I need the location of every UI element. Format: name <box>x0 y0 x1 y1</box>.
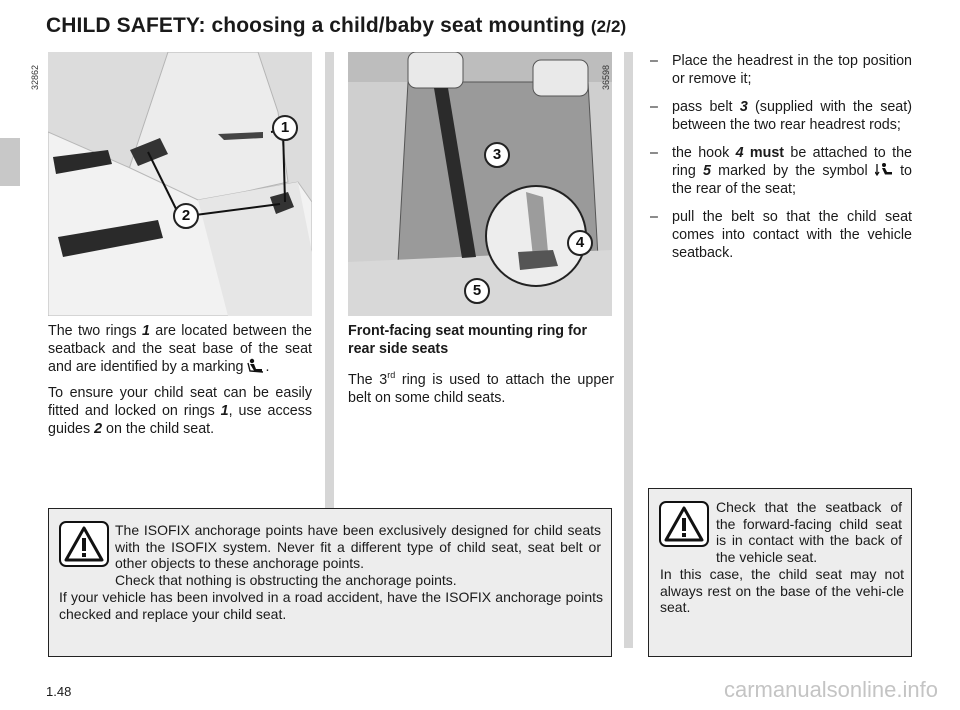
figure-code-middle: 36598 <box>601 64 611 90</box>
column-divider-right <box>624 52 633 648</box>
seatback-illustration <box>348 52 612 316</box>
page-title-part: (2/2) <box>590 17 627 36</box>
chapter-tab <box>0 138 20 186</box>
page-number: 1.48 <box>46 684 72 699</box>
warning-isofix-indented: The ISOFIX anchorage points have been exclusively designed for child seats with the ISOFIX system. Never fit a different type of child seat, seat belt or other objects to these anchorage points. Check that nothing is obstructing the anchorage points. <box>115 522 601 588</box>
page-title: CHILD SAFETY: choosing a child/baby seat mounting (2/2) <box>46 14 627 37</box>
warning-isofix-full: If your vehicle has been involved in a road accident, have the ISOFIX anchorage points checked and replace your child seat. <box>59 589 603 622</box>
step-pull-belt: – pull the belt so that the child seat comes into contact with the vehicle seatback. <box>648 208 912 262</box>
warning-seatback-full: In this case, the child seat may not always rest on the base of the vehi-cle seat. <box>660 566 904 615</box>
seat-illustration <box>48 52 312 316</box>
left-column-text <box>48 322 312 446</box>
access-guides-paragraph: To ensure your child seat can be easily fitted and locked on rings 1, use access guides 2 on the child seat. <box>48 385 312 437</box>
step-hook: – the hook 4 must be attached to the ring 5 marked by the symbol to the rear of the seat; <box>648 144 912 198</box>
figure-isofix-rings <box>48 52 312 316</box>
callout-1: 1 <box>272 115 298 141</box>
isofix-child-seat-icon <box>247 358 265 374</box>
step-headrest: – Place the headrest in the top position or remove it; <box>648 52 912 88</box>
step-pass-belt: – pass belt 3 (supplied with the seat) between the two rear headrest rods; <box>648 98 912 134</box>
middle-column-text <box>348 322 614 415</box>
warning-triangle-icon <box>59 521 109 567</box>
right-column-steps <box>648 52 912 272</box>
figure-code-left: 32862 <box>30 64 40 90</box>
warning-triangle-icon-right <box>659 501 709 547</box>
callout-5: 5 <box>464 278 490 304</box>
middle-heading: Front-facing seat mounting ring for rear side seats <box>348 323 588 357</box>
third-ring-paragraph: The 3rd ring is used to attach the upper belt on some child seats. <box>348 370 614 406</box>
callout-4: 4 <box>567 230 593 256</box>
top-tether-symbol-icon <box>875 162 893 178</box>
warning-box-seatback <box>648 488 912 657</box>
callout-2: 2 <box>173 203 199 229</box>
column-divider-left <box>325 52 334 510</box>
warning-box-isofix <box>48 508 612 657</box>
rings-paragraph: The two rings 1 are located between the seatback and the seat base of the seat and are identified by a marking . <box>48 323 312 375</box>
warning-seatback-indented: Check that the seatback of the forward-facing child seat is in contact with the back of the vehicle seat. <box>716 499 902 565</box>
watermark: carmanualsonline.info <box>723 677 938 702</box>
warning-check-line: Check that nothing is obstructing the anchorage points. <box>115 571 457 588</box>
figure-top-tether <box>348 52 612 316</box>
callout-3: 3 <box>484 142 510 168</box>
